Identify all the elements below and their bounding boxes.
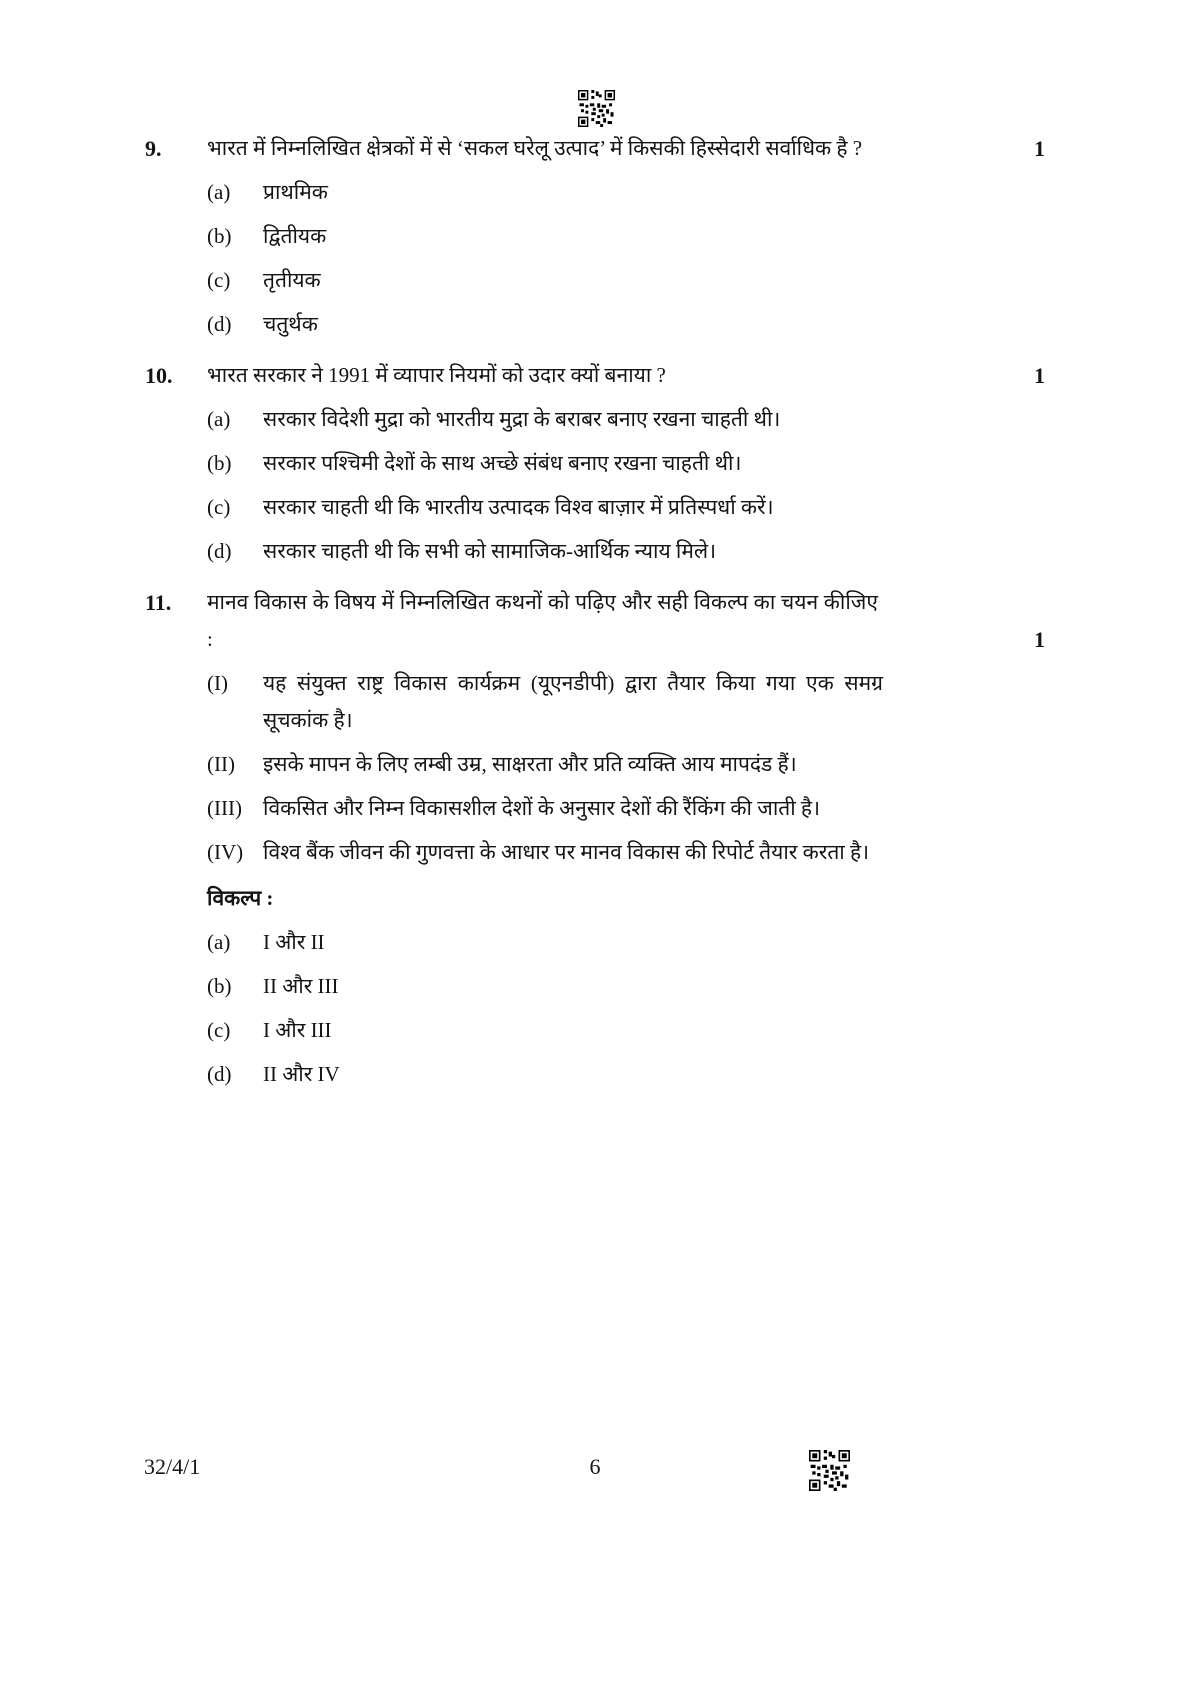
option-row (207, 1012, 1045, 1049)
option-row (207, 262, 1045, 299)
option-row (207, 445, 1045, 482)
question-9-options (207, 174, 1045, 343)
question-number: 9. (145, 136, 162, 161)
question-marks: 1 (1034, 136, 1045, 161)
option-row (207, 533, 1045, 570)
question-marks: 1 (1034, 627, 1045, 652)
option-row (207, 924, 1045, 961)
statement-text: विकसित और निम्न विकासशील देशों के अनुसार देशों की रैंकिंग की जाती है। (263, 796, 821, 820)
paper-code: 32/4/1 (144, 1454, 201, 1479)
question-text: मानव विकास के विषय में निम्नलिखित कथनों को पढ़िए और सही विकल्प का चयन कीजिए : (207, 590, 878, 651)
option-text: चतुर्थक (263, 312, 318, 336)
qr-code-icon (578, 90, 615, 127)
option-label: (a) (207, 930, 231, 954)
option-text: तृतीयक (263, 268, 321, 292)
question-text: भारत सरकार ने 1991 में व्यापार नियमों को उदार क्यों बनाया ? (207, 363, 666, 387)
option-row (207, 306, 1045, 343)
question-11-body (207, 665, 1045, 1093)
questions-area (145, 130, 1045, 1093)
option-text: प्राथमिक (263, 180, 328, 204)
question-10-options (207, 401, 1045, 570)
statement-label: (I) (207, 671, 228, 695)
option-label: (d) (207, 539, 232, 563)
statement-row (207, 790, 1045, 827)
option-label: (b) (207, 974, 232, 998)
option-label: (b) (207, 224, 232, 248)
option-text: सरकार चाहती थी कि सभी को सामाजिक-आर्थिक न्याय मिले। (263, 539, 717, 563)
statement-label: (II) (207, 752, 235, 776)
statement-label: (III) (207, 796, 242, 820)
statement-row (207, 834, 1045, 871)
option-label: (a) (207, 180, 231, 204)
question-9-header (145, 130, 1045, 167)
question-marks: 1 (1034, 363, 1045, 388)
option-label: (d) (207, 1062, 232, 1086)
option-text: II और IV (263, 1062, 340, 1086)
option-row (207, 174, 1045, 211)
statement-text: इसके मापन के लिए लम्बी उम्र, साक्षरता और प्रति व्यक्ति आय मापदंड हैं। (263, 752, 797, 776)
option-row (207, 1056, 1045, 1093)
option-row (207, 489, 1045, 526)
option-label: (a) (207, 407, 231, 431)
statement-text: विश्व बैंक जीवन की गुणवत्ता के आधार पर मानव विकास की रिपोर्ट तैयार करता है। (263, 840, 870, 864)
option-row (207, 968, 1045, 1005)
question-10-header (145, 357, 1045, 394)
statement-text: यह संयुक्त राष्ट्र विकास कार्यक्रम (यूएनडीपी) द्वारा तैयार किया गया एक समग्र सूचकांक है। (263, 671, 883, 732)
statement-label: (IV) (207, 840, 244, 864)
option-label: (c) (207, 268, 231, 292)
question-11 (145, 584, 1045, 1093)
question-11-header (145, 584, 1045, 658)
statement-row (207, 746, 1045, 783)
page-number: 6 (589, 1454, 601, 1479)
question-number: 11. (145, 590, 172, 615)
question-10 (145, 357, 1045, 570)
option-text: सरकार चाहती थी कि भारतीय उत्पादक विश्व बाज़ार में प्रतिस्पर्धा करें। (263, 495, 774, 519)
qr-code-icon (808, 1450, 851, 1491)
option-label: (c) (207, 1018, 231, 1042)
option-label: (c) (207, 495, 231, 519)
question-text: भारत में निम्नलिखित क्षेत्रकों में से ‘सकल घरेलू उत्पाद’ में किसकी हिस्सेदारी सर्वाधिक है ? (207, 136, 863, 160)
question-9 (145, 130, 1045, 343)
option-text: द्वितीयक (263, 224, 327, 248)
option-row (207, 218, 1045, 255)
option-text: सरकार विदेशी मुद्रा को भारतीय मुद्रा के बराबर बनाए रखना चाहती थी। (263, 407, 781, 431)
option-text: सरकार पश्चिमी देशों के साथ अच्छे संबंध बनाए रखना चाहती थी। (263, 451, 742, 475)
option-text: II और III (263, 974, 339, 998)
options-heading: विकल्प : (207, 886, 274, 910)
option-label: (b) (207, 451, 232, 475)
option-text: I और II (263, 930, 325, 954)
option-label: (d) (207, 312, 232, 336)
option-text: I और III (263, 1018, 332, 1042)
statement-row (207, 665, 1045, 739)
option-row (207, 401, 1045, 438)
question-number: 10. (145, 363, 173, 388)
